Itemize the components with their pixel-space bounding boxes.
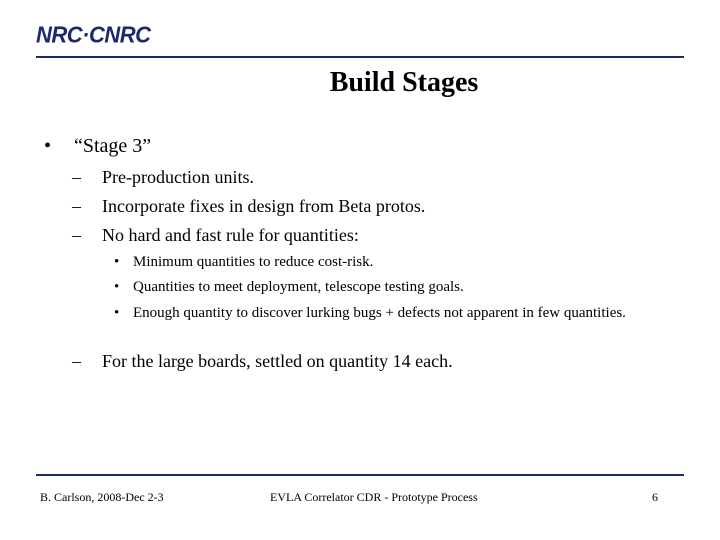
bullet-text: “Stage 3” (74, 135, 152, 157)
sub-sub-bullet-minimum-quantities (114, 253, 674, 272)
bullet-stage-3 (44, 133, 151, 159)
sub-bullet-large-boards (72, 350, 453, 372)
dash-mark: – (72, 196, 81, 216)
sub-sub-bullet-text: Enough quantity to discover lurking bugs + defects not apparent in few quantities. (133, 305, 626, 321)
sub-bullet-text: No hard and fast rule for quantities: (102, 225, 359, 245)
bullet-dot: • (44, 135, 52, 157)
sub-bullet-text: For the large boards, settled on quantity 14 each. (102, 351, 453, 371)
sub-bullet-text: Pre-production units. (102, 167, 254, 187)
footer-presentation-title: EVLA Correlator CDR - Prototype Process (270, 490, 478, 504)
sub-sub-bullet-deployment-quantities (114, 278, 674, 297)
footer-rule (36, 474, 684, 476)
sub-bullet-text: Incorporate fixes in design from Beta protos. (102, 196, 426, 216)
footer-author-date: B. Carlson, 2008-Dec 2-3 (40, 490, 164, 504)
sub-sub-bullet-text: Quantities to meet deployment, telescope testing goals. (133, 279, 464, 295)
dash-mark: – (72, 351, 81, 371)
dot-mark: • (114, 254, 120, 270)
slide-title: Build Stages (329, 67, 479, 98)
sub-bullet-pre-production (72, 166, 254, 188)
sub-sub-bullet-text: Minimum quantities to reduce cost-risk. (133, 254, 374, 270)
footer-page-number: 6 (652, 490, 658, 504)
dash-mark: – (72, 225, 81, 245)
sub-bullet-no-hard-rule (72, 224, 359, 246)
dot-mark: • (114, 305, 120, 321)
sub-sub-bullet-enough-quantity (114, 304, 674, 323)
logo-text: NRC·CNRC (36, 21, 151, 48)
sub-bullet-incorporate-fixes (72, 195, 425, 217)
dot-mark: • (114, 279, 120, 295)
dash-mark: – (72, 167, 81, 187)
